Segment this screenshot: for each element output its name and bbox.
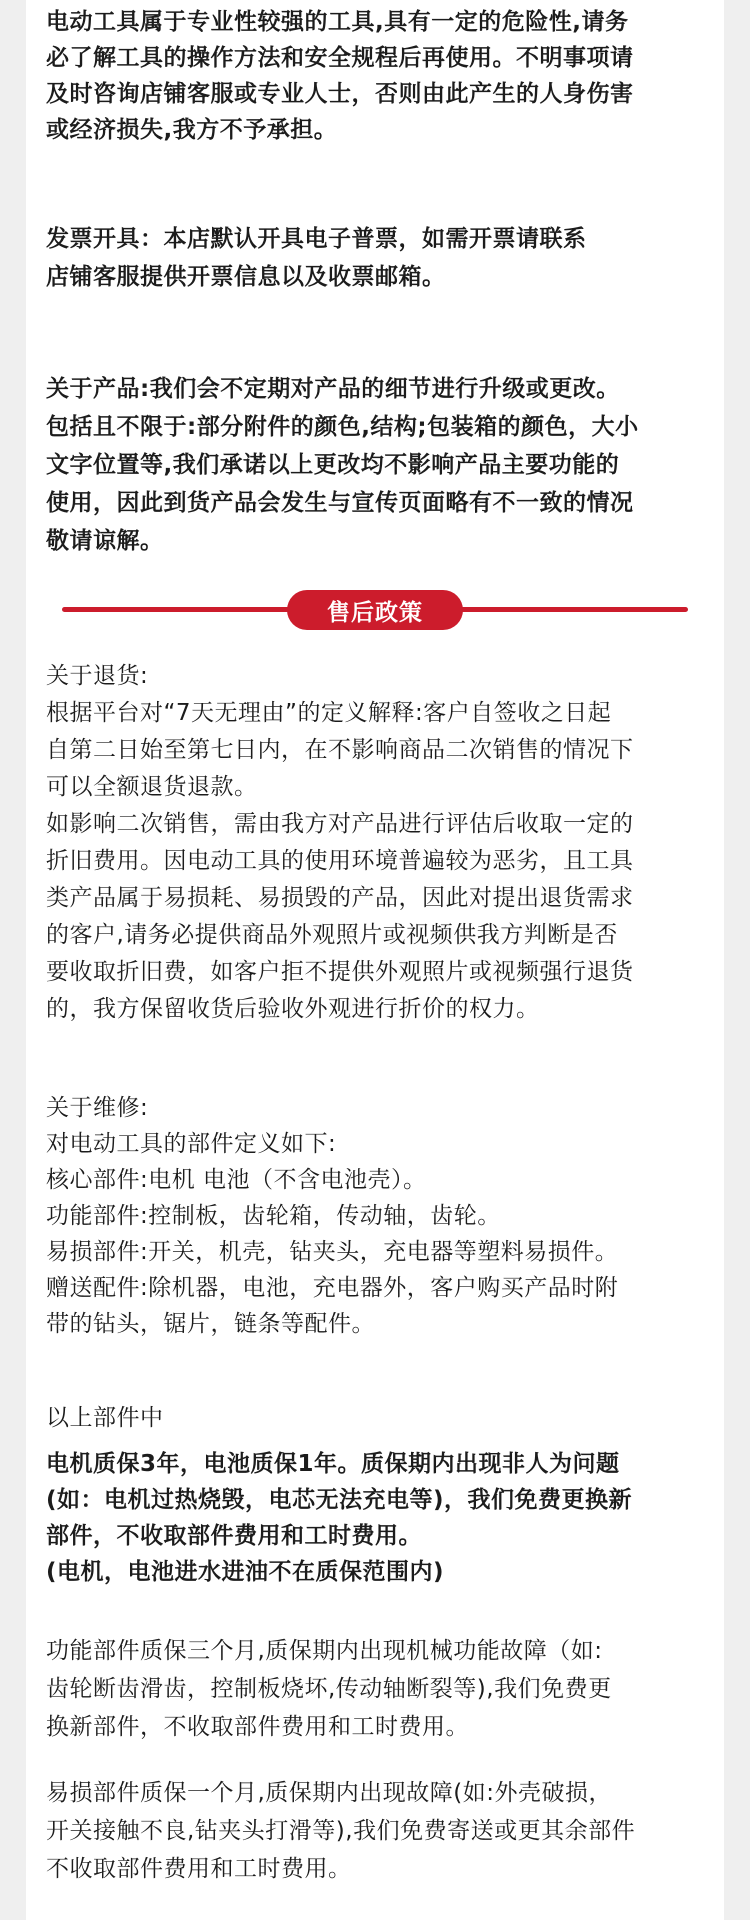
safety-notice	[46, 4, 706, 148]
text-line: 敬请谅解。	[46, 528, 164, 554]
text-line: 带的钻头，锯片，链条等配件。	[46, 1311, 375, 1337]
text-line: 或经济损失,我方不予承担。	[46, 117, 338, 143]
text-line: 发票开具：本店默认开具电子普票，如需开票请联系	[46, 226, 587, 252]
text-line: 包括且不限于:部分附件的颜色,结构;包装箱的颜色，大小	[46, 414, 639, 440]
section-heading: 关于维修:	[46, 1095, 149, 1121]
parts-heading	[46, 1400, 706, 1436]
text-line: (电机，电池进水进油不在质保范围内)	[46, 1559, 445, 1585]
section-heading: 关于退货:	[46, 663, 149, 689]
text-line: 部件，不收取部件费用和工时费用。	[46, 1523, 422, 1549]
text-line: 及时咨询店铺客服或专业人士，否则由此产生的人身伤害	[46, 81, 634, 107]
product-notice	[46, 370, 706, 560]
text-line: 核心部件:电机 电池（不含电池壳）。	[46, 1167, 427, 1193]
text-line: 功能部件:控制板，齿轮箱，传动轴，齿轮。	[46, 1203, 501, 1229]
text-line: 的客户,请务必提供商品外观照片或视频供我方判断是否	[46, 922, 618, 948]
text-line: 对电动工具的部件定义如下:	[46, 1131, 337, 1157]
text-line: (如：电机过热烧毁，电芯无法充电等)，我们免费更换新	[46, 1487, 633, 1513]
text-line: 关于产品:我们会不定期对产品的细节进行升级或更改。	[46, 376, 620, 402]
text-line: 齿轮断齿滑齿，控制板烧坏,传动轴断裂等),我们免费更	[46, 1676, 612, 1702]
text-line: 必了解工具的操作方法和安全规程后再使用。不明事项请	[46, 45, 634, 71]
text-line: 电机质保3年，电池质保1年。质保期内出现非人为问题	[46, 1451, 620, 1477]
text-line: 类产品属于易损耗、易损毁的产品，因此对提出退货需求	[46, 885, 634, 911]
functional-parts-warranty	[46, 1632, 706, 1746]
section-heading: 以上部件中	[46, 1405, 164, 1431]
returns-policy	[46, 658, 706, 1028]
text-line: 根据平台对“7天无理由”的定义解释:客户自签收之日起	[46, 700, 612, 726]
after-sales-banner	[62, 590, 688, 630]
policy-page	[26, 0, 724, 1920]
text-line: 赠送配件:除机器，电池，充电器外，客户购买产品时附	[46, 1275, 619, 1301]
text-line: 店铺客服提供开票信息以及收票邮箱。	[46, 264, 446, 290]
text-line: 易损部件:开关，机壳，钻夹头，充电器等塑料易损件。	[46, 1239, 619, 1265]
text-line: 文字位置等,我们承诺以上更改均不影响产品主要功能的	[46, 452, 620, 478]
invoice-notice	[46, 220, 706, 296]
text-line: 使用，因此到货产品会发生与宣传页面略有不一致的情况	[46, 490, 634, 516]
core-parts-warranty	[46, 1446, 706, 1590]
text-line: 要收取折旧费，如客户拒不提供外观照片或视频强行退货	[46, 959, 634, 985]
banner-title: 售后政策	[287, 590, 463, 630]
text-line: 的，我方保留收货后验收外观进行折价的权力。	[46, 996, 540, 1022]
text-line: 自第二日始至第七日内，在不影响商品二次销售的情况下	[46, 737, 634, 763]
text-line: 开关接触不良,钻夹头打滑等),我们免费寄送或更其余部件	[46, 1818, 636, 1844]
text-line: 电动工具属于专业性较强的工具,具有一定的危险性,请务	[46, 9, 629, 35]
text-line: 如影响二次销售，需由我方对产品进行评估后收取一定的	[46, 811, 634, 837]
text-line: 易损部件质保一个月,质保期内出现故障(如:外壳破损，	[46, 1780, 613, 1806]
wear-parts-warranty	[46, 1774, 706, 1888]
text-line: 功能部件质保三个月,质保期内出现机械功能故障（如:	[46, 1638, 603, 1664]
text-line: 折旧费用。因电动工具的使用环境普遍较为恶劣，且工具	[46, 848, 634, 874]
text-line: 可以全额退货退款。	[46, 774, 258, 800]
repair-definitions	[46, 1090, 706, 1342]
text-line: 换新部件，不收取部件费用和工时费用。	[46, 1714, 469, 1740]
text-line: 不收取部件费用和工时费用。	[46, 1856, 352, 1882]
